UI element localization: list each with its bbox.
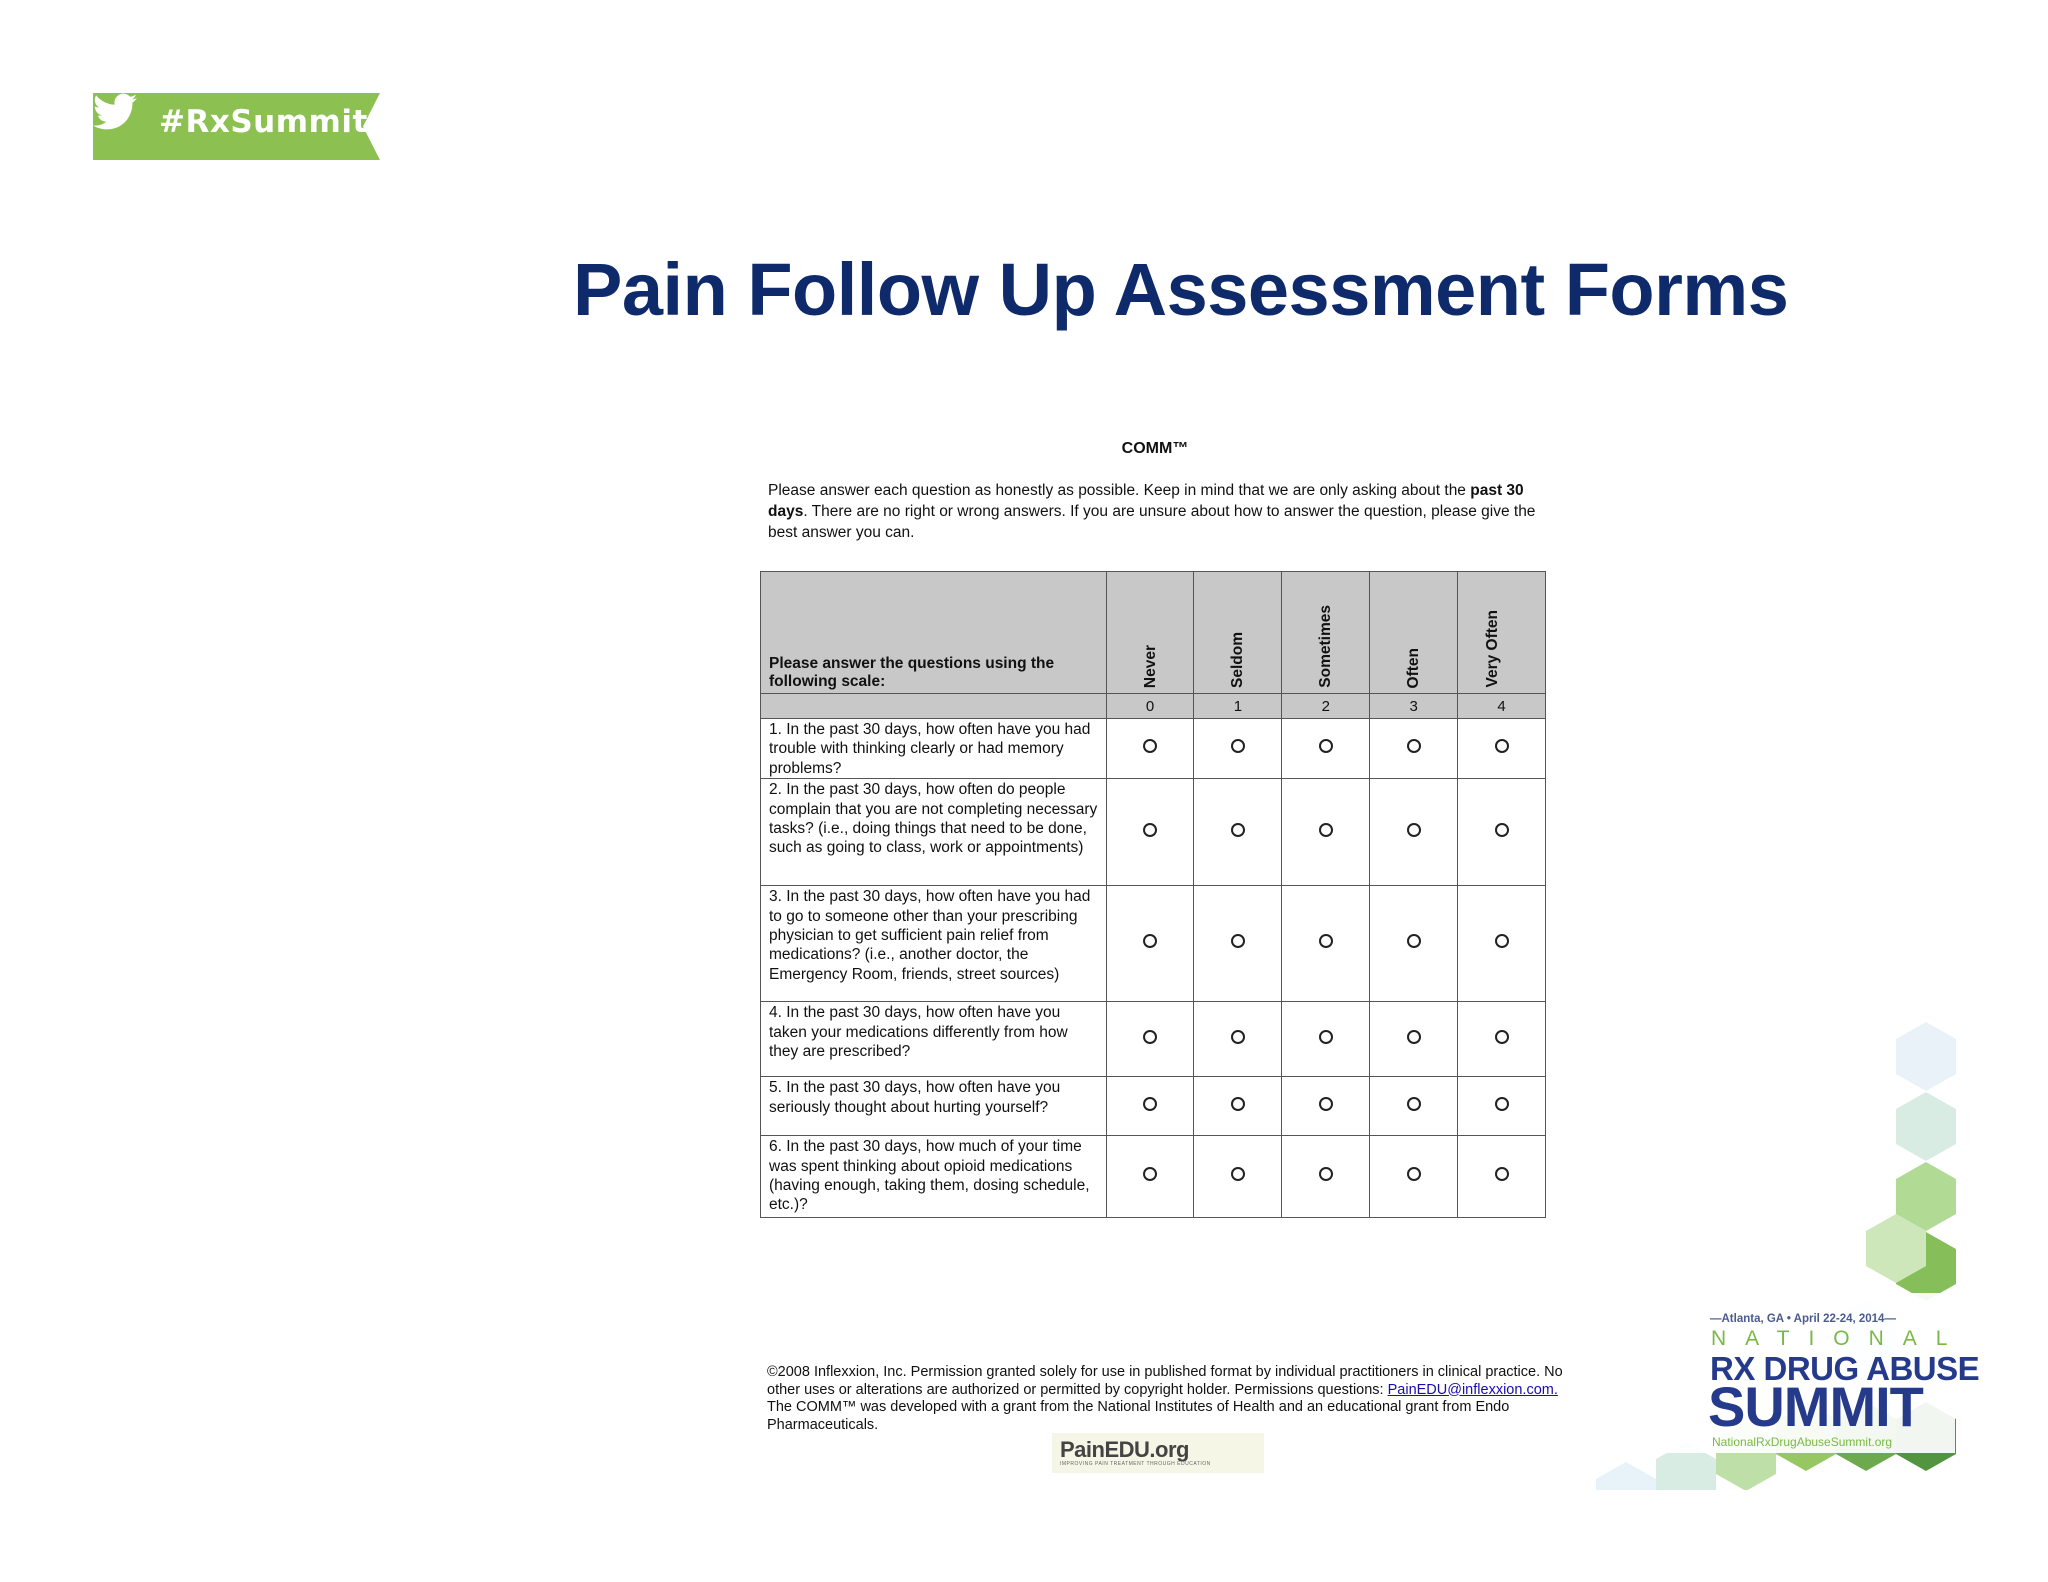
footer-text-2: The COMM™ was developed with a grant from the National Institutes of Health and an educational grant from Endo Pharmaceuticals. <box>767 1399 1510 1433</box>
column-header-very-often: Very Often <box>1458 572 1546 694</box>
summit-url: NationalRxDrugAbuseSummit.org <box>1712 1435 1893 1449</box>
scale-value: 0 <box>1106 694 1194 719</box>
scale-heading: Please answer the questions using the following scale: <box>761 572 1107 694</box>
twitter-bird-icon <box>93 93 137 131</box>
summit-rx-drug-abuse: RX DRUG ABUSE <box>1710 1350 1980 1387</box>
radio-option[interactable] <box>1143 739 1157 753</box>
column-header-seldom: Seldom <box>1194 572 1282 694</box>
form-instructions <box>768 480 1548 543</box>
hashtag-text: #RxSummit <box>159 104 368 140</box>
form-title: COMM™ <box>1121 440 1189 457</box>
question-row <box>761 1136 1546 1218</box>
summit-word: SUMMIT <box>1708 1375 1923 1438</box>
scale-value: 4 <box>1458 694 1546 719</box>
instructions-part-2: . There are no right or wrong answers. If you are unsure about how to answer the question, please give the best answer you can. <box>768 503 1536 541</box>
radio-option[interactable] <box>1319 739 1333 753</box>
radio-option[interactable] <box>1407 739 1421 753</box>
question-row <box>761 1077 1546 1136</box>
radio-option[interactable] <box>1495 934 1509 948</box>
radio-option[interactable] <box>1407 934 1421 948</box>
question-text: 6. In the past 30 days, how much of your time was spent thinking about opioid medications (having enough, taking them, dosing schedule, etc.)? <box>761 1136 1107 1218</box>
radio-option[interactable] <box>1319 1030 1333 1044</box>
question-text: 3. In the past 30 days, how often have you had to go to someone other than your prescribing physician to get sufficient pain relief from medications? (i.e., another doctor, the Emergency Room, friends, street sources) <box>761 886 1107 1002</box>
scale-value: 3 <box>1370 694 1458 719</box>
question-row <box>761 719 1546 779</box>
radio-option[interactable] <box>1319 1167 1333 1181</box>
instructions-part-1: Please answer each question as honestly as possible. Keep in mind that we are only asking about the <box>768 482 1471 499</box>
radio-option[interactable] <box>1231 739 1245 753</box>
scale-value: 1 <box>1194 694 1282 719</box>
question-text: 4. In the past 30 days, how often have you taken your medications differently from how they are prescribed? <box>761 1002 1107 1077</box>
scale-value: 2 <box>1282 694 1370 719</box>
footer-text-1: ©2008 Inflexxion, Inc. Permission granted solely for use in published format by individual practitioners in clinical practice. No other uses or alterations are authorized or permitted by copyright holder. Permissions questions: <box>767 1364 1563 1398</box>
page-title: Pain Follow Up Assessment Forms <box>573 248 1789 331</box>
radio-option[interactable] <box>1495 739 1509 753</box>
question-row <box>761 886 1546 1002</box>
radio-option[interactable] <box>1407 1167 1421 1181</box>
table-header-row <box>761 572 1546 694</box>
scale-values-label <box>761 694 1107 719</box>
radio-option[interactable] <box>1231 1167 1245 1181</box>
instructions-bold: past 30 days <box>768 482 1524 520</box>
radio-option[interactable] <box>1319 823 1333 837</box>
radio-option[interactable] <box>1407 823 1421 837</box>
question-text: 5. In the past 30 days, how often have you seriously thought about hurting yourself? <box>761 1077 1107 1136</box>
radio-option[interactable] <box>1407 1097 1421 1111</box>
radio-option[interactable] <box>1407 1030 1421 1044</box>
permissions-email-link[interactable]: PainEDU@inflexxion.com. <box>1387 1381 1558 1398</box>
painedu-tagline: IMPROVING PAIN TREATMENT THROUGH EDUCATION <box>1060 1461 1211 1467</box>
question-text: 2. In the past 30 days, how often do people complain that you are not completing necessary tasks? (i.e., doing things that need to be done, such as going to class, work or appointments) <box>761 779 1107 886</box>
column-header-sometimes: Sometimes <box>1282 572 1370 694</box>
painedu-logo-text: PainEDU.org <box>1060 1437 1189 1462</box>
painedu-logo <box>1052 1433 1264 1473</box>
radio-option[interactable] <box>1143 823 1157 837</box>
assessment-table <box>760 571 1546 1218</box>
radio-option[interactable] <box>1143 1097 1157 1111</box>
copyright-footer <box>767 1364 1567 1434</box>
hashtag-banner <box>93 93 380 160</box>
radio-option[interactable] <box>1143 1167 1157 1181</box>
column-header-never: Never <box>1106 572 1194 694</box>
radio-option[interactable] <box>1231 934 1245 948</box>
radio-option[interactable] <box>1143 1030 1157 1044</box>
radio-option[interactable] <box>1143 934 1157 948</box>
radio-option[interactable] <box>1231 1030 1245 1044</box>
radio-option[interactable] <box>1319 934 1333 948</box>
question-text: 1. In the past 30 days, how often have you had trouble with thinking clearly or had memory problems? <box>761 719 1107 779</box>
summit-logo <box>1655 1293 1980 1453</box>
radio-option[interactable] <box>1231 1097 1245 1111</box>
radio-option[interactable] <box>1495 823 1509 837</box>
scale-values-row <box>761 694 1546 719</box>
radio-option[interactable] <box>1231 823 1245 837</box>
summit-national: NATIONAL <box>1711 1327 1967 1350</box>
column-header-often: Often <box>1370 572 1458 694</box>
question-row <box>761 779 1546 886</box>
question-row <box>761 1002 1546 1077</box>
radio-option[interactable] <box>1319 1097 1333 1111</box>
summit-event-details: —Atlanta, GA • April 22-24, 2014— <box>1710 1313 1896 1325</box>
